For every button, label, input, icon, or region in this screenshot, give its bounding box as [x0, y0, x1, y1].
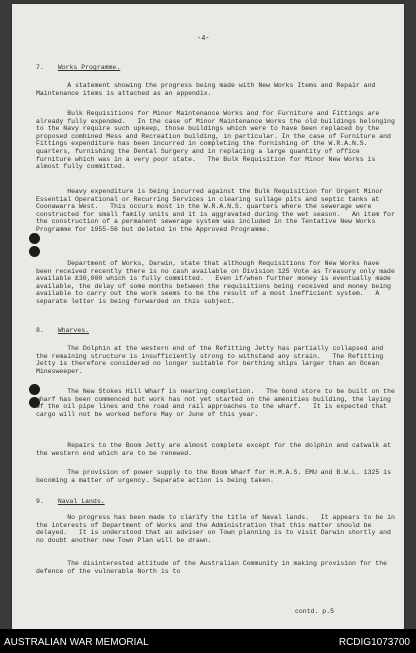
section-heading	[36, 327, 89, 334]
punch-hole	[29, 246, 40, 257]
paragraph: No progress has been made to clarify the title of Naval lands. It appears to be in the interests of Department of Works and the Administration that this matter should be delayed. It is understood that an adviser on Town planning is to visit Darwin shortly and no doubt another new Town Plan will be drawn.	[36, 514, 399, 544]
paragraph: The disinterested attitude of the Australian Community in making provision for the defence of the vulnerable North is to	[36, 560, 391, 575]
section-heading	[36, 64, 120, 71]
punch-hole	[29, 233, 40, 244]
paragraph: The provision of power supply to the Boom Wharf for H.M.A.S. EMU and B.W.L. 1325 is becoming a matter of urgency. Separate action is being taken.	[36, 469, 395, 484]
paragraph: Heavy expenditure is being incurred against the Bulk Requisition for Urgent Minor Essential Operational or Recurring Services in clearing sullage pits and septic tanks at Coonawarra West. This occurs most in the W.R.A.N.S. quarters where the sewerage were constructed for small family units and it is aggravated during the wet season. An item for the construction of a permanent sewerage system was included in the Tentative New Works Programme for 1955-56 but deleted in the Approved Programme.	[36, 188, 399, 233]
archive-name: AUSTRALIAN WAR MEMORIAL	[4, 637, 149, 648]
paragraph: Repairs to the Boom Jetty are almost complete except for the dolphin and catwalk at the western end which are to be renewed.	[36, 442, 395, 457]
document-page	[12, 4, 404, 629]
section-title: Wharves.	[57, 327, 90, 334]
section-number: 8.	[36, 327, 44, 334]
archive-footer	[0, 629, 416, 653]
section-title: Naval Lands.	[57, 498, 105, 505]
paragraph: The New Stokes Hill Wharf is nearing completion. The bond store to be built on the wharf has been commenced but work has not yet started on the amenities building, the laying of the oil pipe lines and the road and rail approaches to the wharf. It is expected that cargo will not be worked before May or June of this year.	[36, 388, 399, 418]
paragraph: The Dolphin at the western end of the Refitting Jetty has partially collapsed and the remaining structure is insufficiently strong to withstand any strain. The Refitting Jetty is therefore considered no longer suitable for berthing ships larger than an Ocean Minesweeper.	[36, 345, 388, 375]
section-heading	[36, 498, 105, 505]
paragraph: A statement showing the progress being made with New Works Items and Repair and Maintenance items is attached as an appendix.	[36, 82, 380, 97]
paragraph: Bulk Requisitions for Minor Maintenance Works and for Furniture and Fittings are already fully expended. In the case of Minor Maintenance Works the old buildings belonging to the Navy require such upkeep, those buildings which were to have been replaced by the proposed combined Mess and Recreation building, in particular. In the case of Furniture and Fittings expenditure has been incurred in completing the furnishing of the W.R.A.N.S. quarters, furnishing the Dental Surgery and in replacing a large quantity of office furniture which was in a very poor state. The Bulk Requisition for Minor New Works is almost fully committed.	[36, 110, 399, 171]
section-number: 9.	[36, 498, 44, 505]
page-number: -4-	[197, 35, 210, 43]
section-title: Works Programme.	[57, 64, 121, 71]
continuation-note: contd. p.5	[295, 608, 335, 615]
record-reference: RCDIG1073700	[338, 637, 410, 648]
section-number: 7.	[36, 64, 44, 71]
paragraph: Department of Works, Darwin, state that although Requisitions for New Works have been received recently there is no cash available on Division 125 Vote as Treasury only made available £30,000 which is fully committed. Even if/when further money is eventually made available, the delay of some months between the requisitions being received and money being available to carry out the work seems to be the result of a most inefficient system. A separate letter is being forwarded on this subject.	[36, 260, 399, 305]
